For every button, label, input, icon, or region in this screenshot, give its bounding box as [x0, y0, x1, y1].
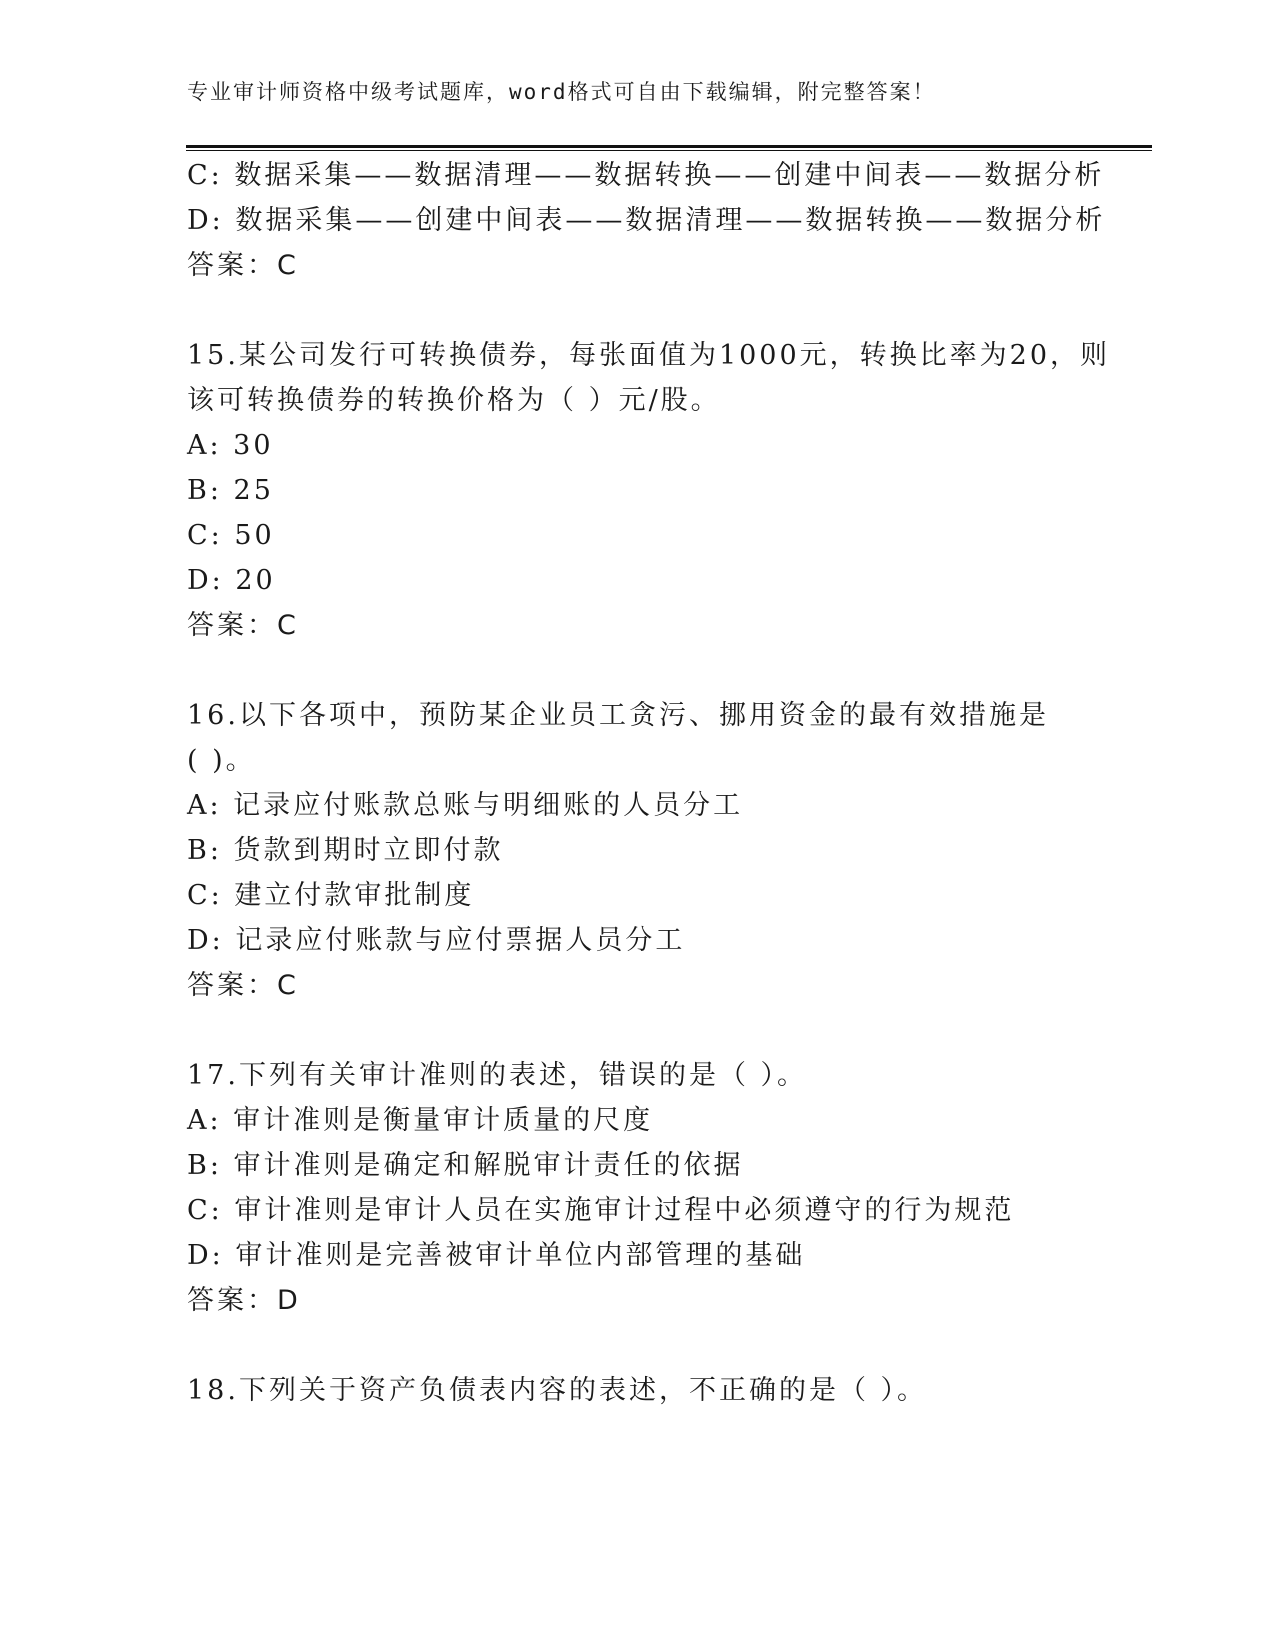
question-option: A: 记录应付账款总账与明细账的人员分工: [187, 790, 744, 821]
question-option: A: 30: [187, 430, 274, 461]
question-answer: 答案：C: [187, 610, 299, 641]
question-stem: ( )。: [187, 745, 256, 776]
question-option: D: 审计准则是完善被审计单位内部管理的基础: [187, 1240, 806, 1271]
question-answer: 答案：D: [187, 1285, 301, 1316]
question-option: B: 25: [187, 475, 274, 506]
question-stem: 该可转换债券的转换价格为（ ）元/股。: [187, 385, 721, 416]
question-stem: 18.下列关于资产负债表内容的表述，不正确的是（ ）。: [187, 1375, 928, 1406]
question-stem: 15.某公司发行可转换债券，每张面值为1000元，转换比率为20，则: [187, 340, 1111, 371]
question-option: A: 审计准则是衡量审计质量的尺度: [187, 1105, 654, 1136]
question-answer: 答案：C: [187, 970, 299, 1001]
carryover-answer: 答案：C: [187, 250, 299, 281]
question-option: D: 20: [187, 565, 276, 596]
question-stem: 16.以下各项中，预防某企业员工贪污、挪用资金的最有效措施是: [187, 700, 1049, 731]
question-option: D: 记录应付账款与应付票据人员分工: [187, 925, 686, 956]
question-option: C: 50: [187, 520, 275, 551]
header-rule-thick: [186, 145, 1152, 148]
question-option: C: 审计准则是审计人员在实施审计过程中必须遵守的行为规范: [187, 1195, 1015, 1226]
page-header: 专业审计师资格中级考试题库，word格式可自由下载编辑，附完整答案！: [187, 80, 936, 104]
question-option: B: 审计准则是确定和解脱审计责任的依据: [187, 1150, 744, 1181]
question-option: B: 货款到期时立即付款: [187, 835, 504, 866]
question-option: C: 建立付款审批制度: [187, 880, 475, 911]
carryover-option-d: D: 数据采集——创建中间表——数据清理——数据转换——数据分析: [187, 205, 1106, 236]
carryover-option-c: C: 数据采集——数据清理——数据转换——创建中间表——数据分析: [187, 160, 1105, 191]
header-rule-thin: [186, 150, 1152, 151]
question-stem: 17.下列有关审计准则的表述，错误的是（ ）。: [187, 1060, 808, 1091]
